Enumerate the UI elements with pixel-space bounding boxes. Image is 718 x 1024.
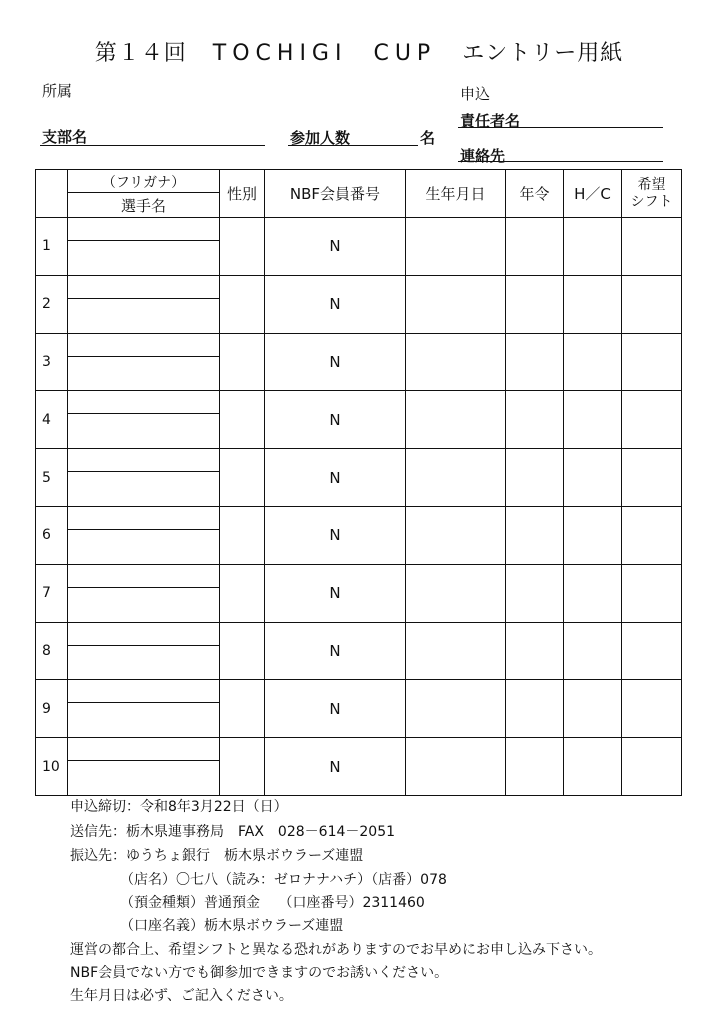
row-number: 4 bbox=[36, 391, 68, 449]
wish-shift-cell[interactable] bbox=[622, 564, 682, 622]
age-cell[interactable] bbox=[506, 680, 564, 738]
table-row bbox=[36, 275, 682, 333]
nbf-number-cell[interactable]: N bbox=[265, 738, 406, 796]
age-cell[interactable] bbox=[506, 622, 564, 680]
gender-cell[interactable] bbox=[220, 680, 265, 738]
table-row bbox=[36, 680, 682, 738]
table-row bbox=[36, 333, 682, 391]
header-gender: 性別 bbox=[220, 170, 265, 218]
page-title: 第１４回 TOCHIGI CUP エントリー用紙 bbox=[94, 41, 624, 66]
handicap-cell[interactable] bbox=[564, 680, 622, 738]
player-name-cell[interactable] bbox=[68, 622, 220, 680]
send-to-note: 送信先：栃木県連事務局 FAX 028－614－2051 bbox=[70, 824, 396, 840]
participants-field[interactable] bbox=[288, 145, 418, 146]
row-number: 8 bbox=[36, 622, 68, 680]
contact-field[interactable] bbox=[458, 161, 663, 162]
handicap-cell[interactable] bbox=[564, 564, 622, 622]
holder-note: （口座名義）栃木県ボウラーズ連盟 bbox=[120, 918, 344, 934]
birthdate-cell[interactable] bbox=[406, 680, 506, 738]
age-cell[interactable] bbox=[506, 275, 564, 333]
participants-label: 参加人数 bbox=[290, 129, 351, 147]
gender-cell[interactable] bbox=[220, 506, 265, 564]
branch-name-field[interactable] bbox=[40, 145, 265, 146]
deadline-note: 申込締切：令和8年3月22日（日） bbox=[70, 799, 288, 815]
gender-cell[interactable] bbox=[220, 622, 265, 680]
player-name-cell[interactable] bbox=[68, 564, 220, 622]
handicap-cell[interactable] bbox=[564, 738, 622, 796]
gender-cell[interactable] bbox=[220, 391, 265, 449]
table-row bbox=[36, 738, 682, 796]
notice-early-apply: 運営の都合上、希望シフトと異なる恐れがありますのでお早めにお申し込み下さい。 bbox=[70, 942, 602, 958]
birthdate-cell[interactable] bbox=[406, 622, 506, 680]
header-handicap: H／C bbox=[564, 170, 622, 218]
handicap-cell[interactable] bbox=[564, 622, 622, 680]
wish-shift-cell[interactable] bbox=[622, 738, 682, 796]
birthdate-cell[interactable] bbox=[406, 738, 506, 796]
birthdate-cell[interactable] bbox=[406, 275, 506, 333]
header-furigana: （フリガナ） bbox=[101, 175, 186, 191]
responsible-field[interactable] bbox=[458, 127, 663, 128]
branch-label: 支部名 bbox=[42, 128, 88, 146]
player-name-cell[interactable] bbox=[68, 275, 220, 333]
responsible-label: 責任者名 bbox=[460, 112, 521, 130]
header-player-name bbox=[68, 170, 220, 218]
age-cell[interactable] bbox=[506, 738, 564, 796]
nbf-number-cell[interactable]: N bbox=[265, 680, 406, 738]
gender-cell[interactable] bbox=[220, 738, 265, 796]
table-row bbox=[36, 449, 682, 507]
gender-cell[interactable] bbox=[220, 275, 265, 333]
wish-shift-cell[interactable] bbox=[622, 622, 682, 680]
transfer-note: 振込先：ゆうちょ銀行 栃木県ボウラーズ連盟 bbox=[70, 848, 364, 864]
table-row bbox=[36, 391, 682, 449]
row-number: 1 bbox=[36, 218, 68, 276]
branch-note: （店名）〇七八（読み：ゼロナナハチ）（店番）078 bbox=[120, 872, 447, 888]
birthdate-cell[interactable] bbox=[406, 218, 506, 276]
header-birthdate: 生年月日 bbox=[406, 170, 506, 218]
gender-cell[interactable] bbox=[220, 218, 265, 276]
age-cell[interactable] bbox=[506, 391, 564, 449]
entry-table bbox=[35, 169, 682, 796]
wish-shift-cell[interactable] bbox=[622, 506, 682, 564]
player-name-cell[interactable] bbox=[68, 218, 220, 276]
gender-cell[interactable] bbox=[220, 564, 265, 622]
player-name-cell[interactable] bbox=[68, 333, 220, 391]
contact-label: 連絡先 bbox=[460, 147, 506, 165]
handicap-cell[interactable] bbox=[564, 506, 622, 564]
row-number: 6 bbox=[36, 506, 68, 564]
wish-shift-cell[interactable] bbox=[622, 275, 682, 333]
gender-cell[interactable] bbox=[220, 333, 265, 391]
row-number: 3 bbox=[36, 333, 68, 391]
player-name-cell[interactable] bbox=[68, 449, 220, 507]
participants-unit: 名 bbox=[420, 129, 436, 147]
row-number: 9 bbox=[36, 680, 68, 738]
birthdate-cell[interactable] bbox=[406, 449, 506, 507]
affiliation-label: 所属 bbox=[42, 82, 73, 100]
birthdate-cell[interactable] bbox=[406, 564, 506, 622]
player-name-cell[interactable] bbox=[68, 506, 220, 564]
notice-non-member: NBF会員でない方でも御参加できますのでお誘いください。 bbox=[70, 965, 449, 981]
table-row bbox=[36, 218, 682, 276]
header-age: 年令 bbox=[506, 170, 564, 218]
player-name-cell[interactable] bbox=[68, 680, 220, 738]
age-cell[interactable] bbox=[506, 449, 564, 507]
header-nbf-number: NBF会員番号 bbox=[265, 170, 406, 218]
nbf-number-cell[interactable]: N bbox=[265, 506, 406, 564]
birthdate-cell[interactable] bbox=[406, 506, 506, 564]
birthdate-cell[interactable] bbox=[406, 391, 506, 449]
gender-cell[interactable] bbox=[220, 449, 265, 507]
player-name-cell[interactable] bbox=[68, 738, 220, 796]
handicap-cell[interactable] bbox=[564, 449, 622, 507]
handicap-cell[interactable] bbox=[564, 218, 622, 276]
table-row bbox=[36, 506, 682, 564]
header-name: 選手名 bbox=[120, 197, 166, 215]
table-row bbox=[36, 564, 682, 622]
row-number: 5 bbox=[36, 449, 68, 507]
handicap-cell[interactable] bbox=[564, 391, 622, 449]
age-cell[interactable] bbox=[506, 506, 564, 564]
header-wish-shift: 希望 シフト bbox=[622, 170, 682, 218]
header-no bbox=[36, 170, 68, 218]
notice-birthdate: 生年月日は必ず、ご記入ください。 bbox=[70, 988, 293, 1004]
age-cell[interactable] bbox=[506, 333, 564, 391]
nbf-number-cell[interactable]: N bbox=[265, 449, 406, 507]
player-name-cell[interactable] bbox=[68, 391, 220, 449]
handicap-cell[interactable] bbox=[564, 275, 622, 333]
row-number: 2 bbox=[36, 275, 68, 333]
nbf-number-cell[interactable]: N bbox=[265, 622, 406, 680]
nbf-number-cell[interactable]: N bbox=[265, 275, 406, 333]
wish-shift-cell[interactable] bbox=[622, 449, 682, 507]
row-number: 7 bbox=[36, 564, 68, 622]
application-label: 申込 bbox=[460, 85, 491, 103]
nbf-number-cell[interactable]: N bbox=[265, 218, 406, 276]
wish-shift-cell[interactable] bbox=[622, 391, 682, 449]
handicap-cell[interactable] bbox=[564, 333, 622, 391]
birthdate-cell[interactable] bbox=[406, 333, 506, 391]
nbf-number-cell[interactable]: N bbox=[265, 391, 406, 449]
table-row bbox=[36, 622, 682, 680]
nbf-number-cell[interactable]: N bbox=[265, 564, 406, 622]
wish-shift-cell[interactable] bbox=[622, 218, 682, 276]
account-note: （預金種類）普通預金 （口座番号）2311460 bbox=[120, 895, 425, 911]
age-cell[interactable] bbox=[506, 218, 564, 276]
wish-shift-cell[interactable] bbox=[622, 680, 682, 738]
row-number: 10 bbox=[36, 738, 68, 796]
nbf-number-cell[interactable]: N bbox=[265, 333, 406, 391]
wish-shift-cell[interactable] bbox=[622, 333, 682, 391]
age-cell[interactable] bbox=[506, 564, 564, 622]
table-header-row bbox=[36, 170, 682, 218]
